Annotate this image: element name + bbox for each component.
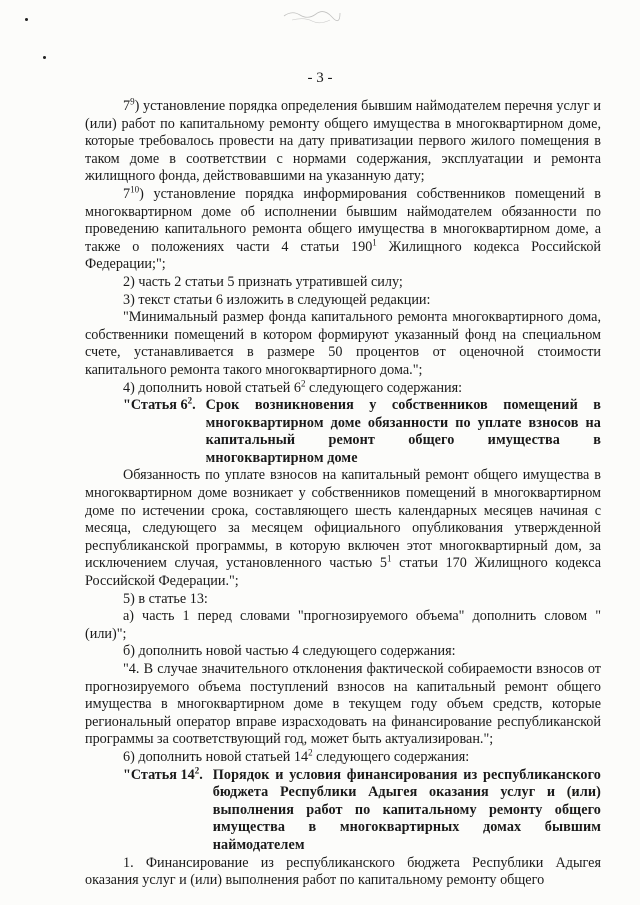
paragraph: 5) в статье 13: bbox=[123, 590, 208, 607]
page-number: - 3 - bbox=[307, 70, 333, 86]
paragraph: 2) часть 2 статьи 5 признать утратившей силу; bbox=[123, 273, 403, 290]
paragraph: $7^{10}$) установление порядка информирования собственников помещений в многоквартирном доме об исполнении бывшим наймодателем обязанности по проведению капитального ремонта общего имущества в многоквартирном доме, а также о положениях части 4 статьи $190^1$ Жилищного кодекса Российской Федерации;"; bbox=[85, 184, 602, 273]
scan-speck bbox=[43, 56, 46, 59]
document-body bbox=[85, 98, 601, 890]
paragraph: 6) дополнить новой статьей $14^2$ следующего содержания: bbox=[123, 747, 470, 765]
paragraph: 3) текст статьи 6 изложить в следующей редакции: bbox=[123, 291, 431, 308]
paragraph: Обязанность по уплате взносов на капитальный ремонт общего имущества в многоквартирном доме возникает у собственников помещений в многоквартирном доме по истечении срока, составляющего шесть календарных месяцев начиная с месяца, следующего за месяцем официального опубликования утвержденной республиканской программы, в которую включен этот многоквартирный дом, за исключением случая, установленного частью $5^1$ статьи 170 Жилищного кодекса Российской Федерации."; bbox=[85, 467, 601, 590]
scan-speck bbox=[25, 18, 28, 21]
paragraph: 4) дополнить новой статьей $6^2$ следующего содержания: bbox=[123, 377, 463, 396]
paragraph: а) часть 1 перед словами "прогнозируемого объема" дополнить словом "(или)"; bbox=[85, 608, 601, 642]
article-title: Срок возникновения у собственников помещений в многоквартирном доме обязанности по уплате взносов на капитальный ремонт общего имущества в многоквартирном доме bbox=[205, 397, 601, 466]
paragraph: "Минимальный размер фонда капитального ремонта многоквартирного дома, собственники помещений в котором формируют указанный фонд на специальном счете, устанавливается в размере 50 процентов от оценочной стоимости капитального ремонта такого многоквартирного дома."; bbox=[85, 309, 601, 378]
scan-smudge bbox=[282, 8, 342, 24]
paragraph: б) дополнить новой частью 4 следующего содержания: bbox=[123, 643, 456, 660]
article-title: Порядок и условия финансирования из республиканского бюджета Республики Адыгея оказания услуг и (или) выполнения работ по капитальному ремонту общего имущества в многоквартирных домах бывшим наймодателем bbox=[212, 766, 601, 853]
paragraph: $7^9$) установление порядка определения бывшим наймодателем перечня услуг и (или) работ по капитальному ремонту общего имущества в многоквартирном доме, которые требовалось провести на дату приватизации первого жилого помещения в таком доме в соответствии с нормами содержания, эксплуатации и ремонта жилищного фонда, действовавшими на указанную дату; bbox=[85, 96, 602, 185]
article-heading: "Статья $6^2$. Срок возникновения у собственников помещений в многоквартирном доме обязанности по уплате взносов на капитальный ремонт общего имущества в многоквартирном доме bbox=[123, 395, 601, 466]
paragraph: "4. В случае значительного отклонения фактической собираемости взносов от прогнозируемого объема поступлений взносов на капитальный ремонт общего имущества в многоквартирном доме в текущем году объем средств, которые региональный оператор вправе израсходовать на финансирование республиканской программы за соответствующий год, может быть актуализирован."; bbox=[85, 661, 601, 748]
paragraph: 1. Финансирование из республиканского бюджета Республики Адыгея оказания услуг и (или) выполнения работ по капитальному ремонту общего bbox=[85, 854, 601, 889]
article-heading: "Статья $14^2$. Порядок и условия финансирования из республиканского бюджета Республики Адыгея оказания услуг и (или) выполнения работ по капитальному ремонту общего имущества в многоквартирных домах бывшим наймодателем bbox=[123, 764, 601, 853]
